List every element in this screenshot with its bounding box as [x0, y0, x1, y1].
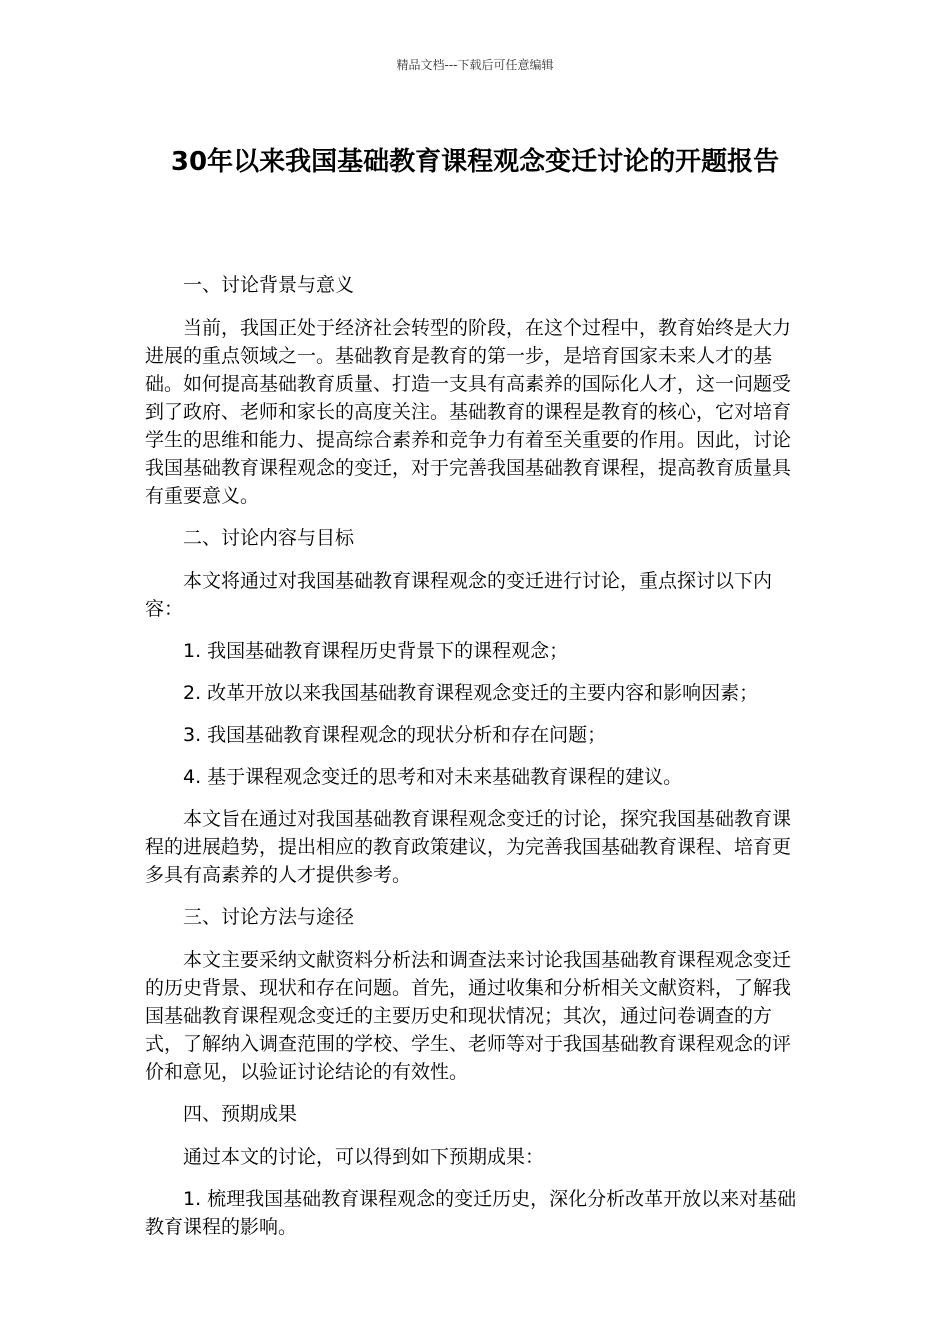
- document-title: 30年以来我国基础教育课程观念变迁讨论的开题报告: [170, 147, 780, 177]
- section-paragraph-methods: 本文主要采纳文献资料分析法和调查法来讨论我国基础教育课程观念变迁的历史背景、现状和存在问题。首先，通过收集和分析相关文献资料，了解我国基础教育课程观念变迁的主要历史和现状情况；其次，通过问卷调查的方式，了解纳入调查范围的学校、学生、老师等对于我国基础教育课程观念的评价和意见，以验证讨论结论的有效性。: [145, 949, 792, 1083]
- list-item: 4. 基于课程观念变迁的思考和对未来基础教育课程的建议。: [183, 766, 683, 788]
- section-heading-expected-results: 四、预期成果: [183, 1103, 298, 1125]
- section-heading-background: 一、讨论背景与意义: [183, 274, 355, 296]
- section-intro-expected-results: 通过本文的讨论，可以得到如下预期成果：: [183, 1146, 545, 1168]
- list-item: 2. 改革开放以来我国基础教育课程观念变迁的主要内容和影响因素；: [183, 682, 759, 704]
- list-item: 3. 我国基础教育课程观念的现状分析和存在问题；: [183, 724, 607, 746]
- list-item: 1. 我国基础教育课程历史背景下的课程观念；: [183, 640, 569, 662]
- section-paragraph-background: 当前，我国正处于经济社会转型的阶段，在这个过程中，教育始终是大力进展的重点领域之一。基础教育是教育的第一步，是培育国家未来人才的基础。如何提高基础教育质量、打造一支具有高素养的国际化人才，这一问题受到了政府、老师和家长的高度关注。基础教育的课程是教育的核心，它对培育学生的思维和能力、提高综合素养和竞争力有着至关重要的作用。因此，讨论我国基础教育课程观念的变迁，对于完善我国基础教育课程，提高教育质量具有重要意义。: [145, 317, 792, 507]
- section-heading-content-goals: 二、讨论内容与目标: [183, 527, 355, 549]
- section-conclusion-content-goals: 本文旨在通过对我国基础教育课程观念变迁的讨论，探究我国基础教育课程的进展趋势，提出相应的教育政策建议，为完善我国基础教育课程、培育更多具有高素养的人才提供参考。: [145, 808, 792, 886]
- document-body: [145, 271, 809, 1255]
- section-heading-methods: 三、讨论方法与途径: [183, 906, 355, 928]
- page-header: 精品文档---下载后可任意编辑: [396, 58, 554, 72]
- list-item: 1. 梳理我国基础教育课程观念的变迁历史，深化分析改革开放以来对基础教育课程的影响。: [145, 1188, 797, 1238]
- section-intro-content-goals: 本文将通过对我国基础教育课程观念的变迁进行讨论，重点探讨以下内容：: [145, 570, 773, 620]
